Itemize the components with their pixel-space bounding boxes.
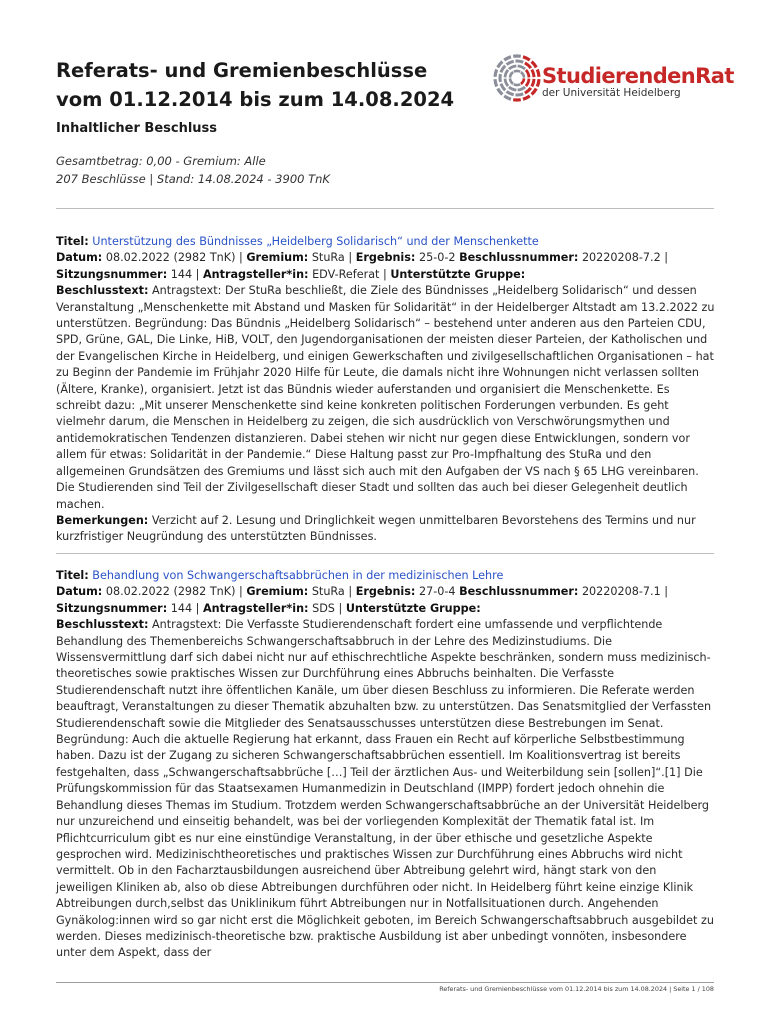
entry-date: 08.02.2022 (2982 TnK) [105,585,236,599]
logo-wordmark [542,65,734,100]
logo-arc-segment [523,57,530,60]
resolution-entry [56,568,716,962]
entry-text-body: Antragstext: Die Verfasste Studierendenschaft fordert eine umfassende und verpflichtende Behandlung des Themenbereichs Schwangerschaftsabbruch in der Lehre des Medizinstudiums. Die Wissensvermittlung darf sich dabei nicht nur auf ethischrechtliche Aspekte beschränken, sondern muss medizinisch-theoretisches sowie praktisches Wissen zur Durchführung eines Abbruchs beinhalten. Die Verfasste Studierendenschaft nutzt ihre öffentlichen Kanäle, um über diesen Beschluss zu informieren. Die Referate werden beauftragt, Veranstaltungen zu dieser Thematik abzuhalten bzw. zu unterstützen. Das Senatsmitglied der Verfassten Studierendenschaft sowie die Mitglieder des Senatsausschusses unterstützen diese Bestrebungen im Senat. Begründung: Auch die aktuelle Regierung hat erkannt, dass Frauen ein Recht auf körperliche Selbstbestimmung haben. Dazu ist der Zugang zu sicheren Schwangerschaftsabbrüchen essentiell. Im Koalitionsvertrag ist bereits festgehalten, dass „Schwangerschaftsabbrüche […] Teil der ärztlichen Aus- und Weiterbildung sein [sollen]“.[1] Die Prüfungskommission für das Staatsexamen Humanmedizin in Deutschland (IMPP) fordert jedoch ohnehin die Behandlung dieses Themas im Studium. Trotzdem werden Schwangerschaftsabbrüche an der Universität Heidelberg nur unzureichend und einseitig behandelt, was bei der vorliegenden Komplexität der Thematik fatal ist. Im Pflichtcurriculum gibt es nur eine einstündige Veranstaltung, in der über ethische und gesetzliche Aspekte gesprochen wird. Medizinischtheoretisches und praktisches Wissen zur Durchführung eines Abbruchs wird nicht vermittelt. Ob in den Facharztausbildungen ausreichend über Abtreibung gelehrt wird, hängt stark von den jeweiligen Kliniken ab, also ob diese Abtreibungen durchführen oder nicht. In Heidelberg führt keine einzige Klinik Abtreibungen durch,selbst das Uniklinikum führt Abtreibungen nur in Notfallsituationen durch. Angehenden Gynäkolog:innen wird so gar nicht erst die Möglichkeit geboten, im Bereich Schwangerschaftsabbruch ausgebildet zu werden. Dieses medizinisch-theoretische bzw. praktische Ausbildung ist aber unbedingt vonnöten, insbesondere unter dem Aspekt, dass der [56,618,714,960]
entry-result: 25-0-2 [418,251,456,265]
logo-arc-segment [509,87,516,90]
entry-remarks [56,513,716,546]
logo-name-part1: Studierenden [542,64,696,88]
divider [56,553,714,554]
title-label: Titel: [56,235,89,248]
logo-arc-segment [518,66,525,69]
logo-arc-segment [526,70,529,77]
logo-arc-segment [532,62,537,68]
logo-name-part2: Rat [695,64,734,88]
entry-applicant: EDV-Referat [312,267,380,281]
logo-arc-segment [521,72,524,78]
logo-arc-segment [515,94,523,95]
logo-arc-segment [495,79,497,86]
entry-meta-line: Datum: 08.02.2022 (2982 TnK) | Gremium: StuRa | Ergebnis: 25-0-2 Beschlussnummer: 20220208-7.2 | [56,251,669,265]
entry-title-link[interactable]: Behandlung von Schwangerschaftsabbrüchen in der medizinischen Lehre [92,569,504,582]
logo-arc-segment [501,84,505,91]
logo-arc-segment [532,89,537,95]
logo-subtitle: der Universität Heidelberg [542,87,681,99]
logo-arc-segment [504,96,511,99]
logo-arc-segment [507,61,514,64]
meta-line-total: Gesamtbetrag: 0,00 - Gremium: Alle [56,154,266,168]
entry-title-line [56,234,716,250]
logo-arc-segment [532,70,534,78]
logo-arc-segment [510,78,513,84]
session-label: Sitzungsnummer: [56,601,168,615]
section-meta [56,152,330,188]
logo-arc-segment [507,91,514,94]
number-label: Beschlussnummer: [459,251,579,265]
entry-session: 144 [170,267,193,281]
logo-arc-segment [532,79,534,87]
logo-arc-segment [495,70,497,77]
entry-remarks-body: Verzicht auf 2. Lesung und Dringlichkeit wegen unmittelbaren Bevorstehens des Termins und nur kurzfristiger Neugründung des unterstützten Bündnisses. [56,513,696,544]
entry-date: 08.02.2022 (2982 TnK) [105,251,236,265]
text-label: Beschlusstext: [56,618,149,632]
entry-result: 27-0-4 [418,585,456,599]
logo-arc-segment [498,89,503,95]
entry-text-body: Antragstext: Der StuRa beschließt, die Ziele des Bündnisses „Heidelberg Solidarisch“ und dessen Veranstaltung „Menschenkette mit Abstand und Masken für Solidarität“ in der Heidelberger Altstadt am 13.2.2022 zu unterstützen. Begründung: Das Bündnis „Heidelberg Solidarisch“ – bestehend unter anderen aus den Parteien CDU, SPD, Grüne, GAL, Die Linke, HiB, VOLT, den Jugendorganisationen der meisten dieser Parteien, der Katholischen und der Evangelischen Kirche in Heidelberg, und einigen Gewerkschaften und zivilgesellschaftlichen Organisationen – hat zu Beginn der Pandemie im Frühjahr 2020 Hilfe für Leute, die damals nicht ihre Wohnungen nicht verlassen sollten (Ältere, Kranke), organisiert. Jetzt ist das Bündnis wieder auferstanden und organisiert die Menschenkette. Es schreibt dazu: „Mit unserer Menschenkette sind keine konkreten politischen Forderungen verbunden. Es geht vielmehr darum, die Menschen in Heidelberg zu zeigen, die sich ausdrücklich von Verschwörungsmythen und antidemokratischen Tendenzen distanzieren. Dabei stehen wir nicht nur gegen diese Entwicklungen, sondern vor allem für etwas: Solidarität in der Pandemie.“ Diese Haltung passt zur Pro-Impfhaltung des StuRa und den allgemeinen Grundsätzen des Gremiums und lässt sich auch mit den Aufgaben der VS nach § 65 LHG vereinbaren. Die Studierenden sind Teil der Zivilgesellschaft dieser Stadt und sollten das auch bei dieser Gelegenheit deutlich machen. [56,284,715,511]
entry-number: 20220208-7.1 [581,585,661,599]
logo-arc-segment [537,79,539,86]
page-footer: Referats- und Gremienbeschlüsse vom 01.12.2014 bis zum 14.08.2024 | Seite 1 / 108 [439,985,714,993]
entry-text [56,283,716,513]
logo-name [542,65,734,87]
applicant-label: Antragsteller*in: [202,267,309,281]
applicant-label: Antragsteller*in: [202,601,309,615]
entry-text [56,617,716,962]
logo-arc-segment [525,63,531,68]
number-label: Beschlussnummer: [459,585,579,599]
date-label: Datum: [56,251,103,265]
logo-arc-segment [501,66,505,73]
entry-number: 20220208-7.2 [581,251,661,265]
title-label: Titel: [56,569,89,582]
date-label: Datum: [56,585,103,599]
logo-arc-segment [521,78,524,84]
studierendenrat-logo [492,52,734,104]
footer-divider [56,982,714,983]
logo-arc-segment [537,70,539,77]
logo-arc-segment [523,96,530,99]
entry-session-line: Sitzungsnummer: 144 | Antragsteller*in: EDV-Referat | Unterstützte Gruppe: [56,267,526,281]
remarks-label: Bemerkungen: [56,513,149,527]
logo-arc-segment [515,61,523,62]
logo-arc-segment [514,84,520,85]
entry-meta-line: Datum: 08.02.2022 (2982 TnK) | Gremium: StuRa | Ergebnis: 27-0-4 Beschlussnummer: 20220208-7.1 | [56,585,669,599]
logo-arc-segment [509,66,516,69]
logo-arc-segment [498,62,503,68]
entry-title-link[interactable]: Unterstützung des Bündnisses „Heidelberg Solidarisch“ und der Menschenkette [92,235,539,248]
logo-arc-segment [504,57,511,60]
text-label: Beschlusstext: [56,284,149,298]
entry-committee: StuRa [311,585,345,599]
session-label: Sitzungsnummer: [56,267,168,281]
committee-label: Gremium: [246,585,309,599]
result-label: Ergebnis: [355,585,416,599]
supported-label: Unterstützte Gruppe: [390,267,526,281]
entry-session-line: Sitzungsnummer: 144 | Antragsteller*in: SDS | Unterstützte Gruppe: [56,601,481,615]
logo-arc-segment [505,79,508,86]
logo-arc-segment [505,70,508,77]
logo-arc-segment [514,71,520,72]
supported-label: Unterstützte Gruppe: [345,601,481,615]
resolution-entry [56,234,716,546]
logo-mark-icon [492,52,542,104]
logo-arc-segment [518,87,525,90]
meta-line-count: 207 Beschlüsse | Stand: 14.08.2024 - 3900 TnK [56,172,330,186]
entry-session: 144 [170,601,193,615]
result-label: Ergebnis: [355,251,416,265]
entry-applicant: SDS [312,601,335,615]
logo-arc-segment [510,72,513,78]
entry-committee: StuRa [311,251,345,265]
document-title: Referats- und Gremienbeschlüsse vom 01.12.2014 bis zum 14.08.2024 [56,59,455,111]
section-heading: Inhaltlicher Beschluss [56,121,218,136]
committee-label: Gremium: [246,251,309,265]
logo-arc-segment [525,88,531,93]
entry-title-line [56,568,716,584]
divider [56,208,714,209]
logo-arc-segment [526,79,529,86]
